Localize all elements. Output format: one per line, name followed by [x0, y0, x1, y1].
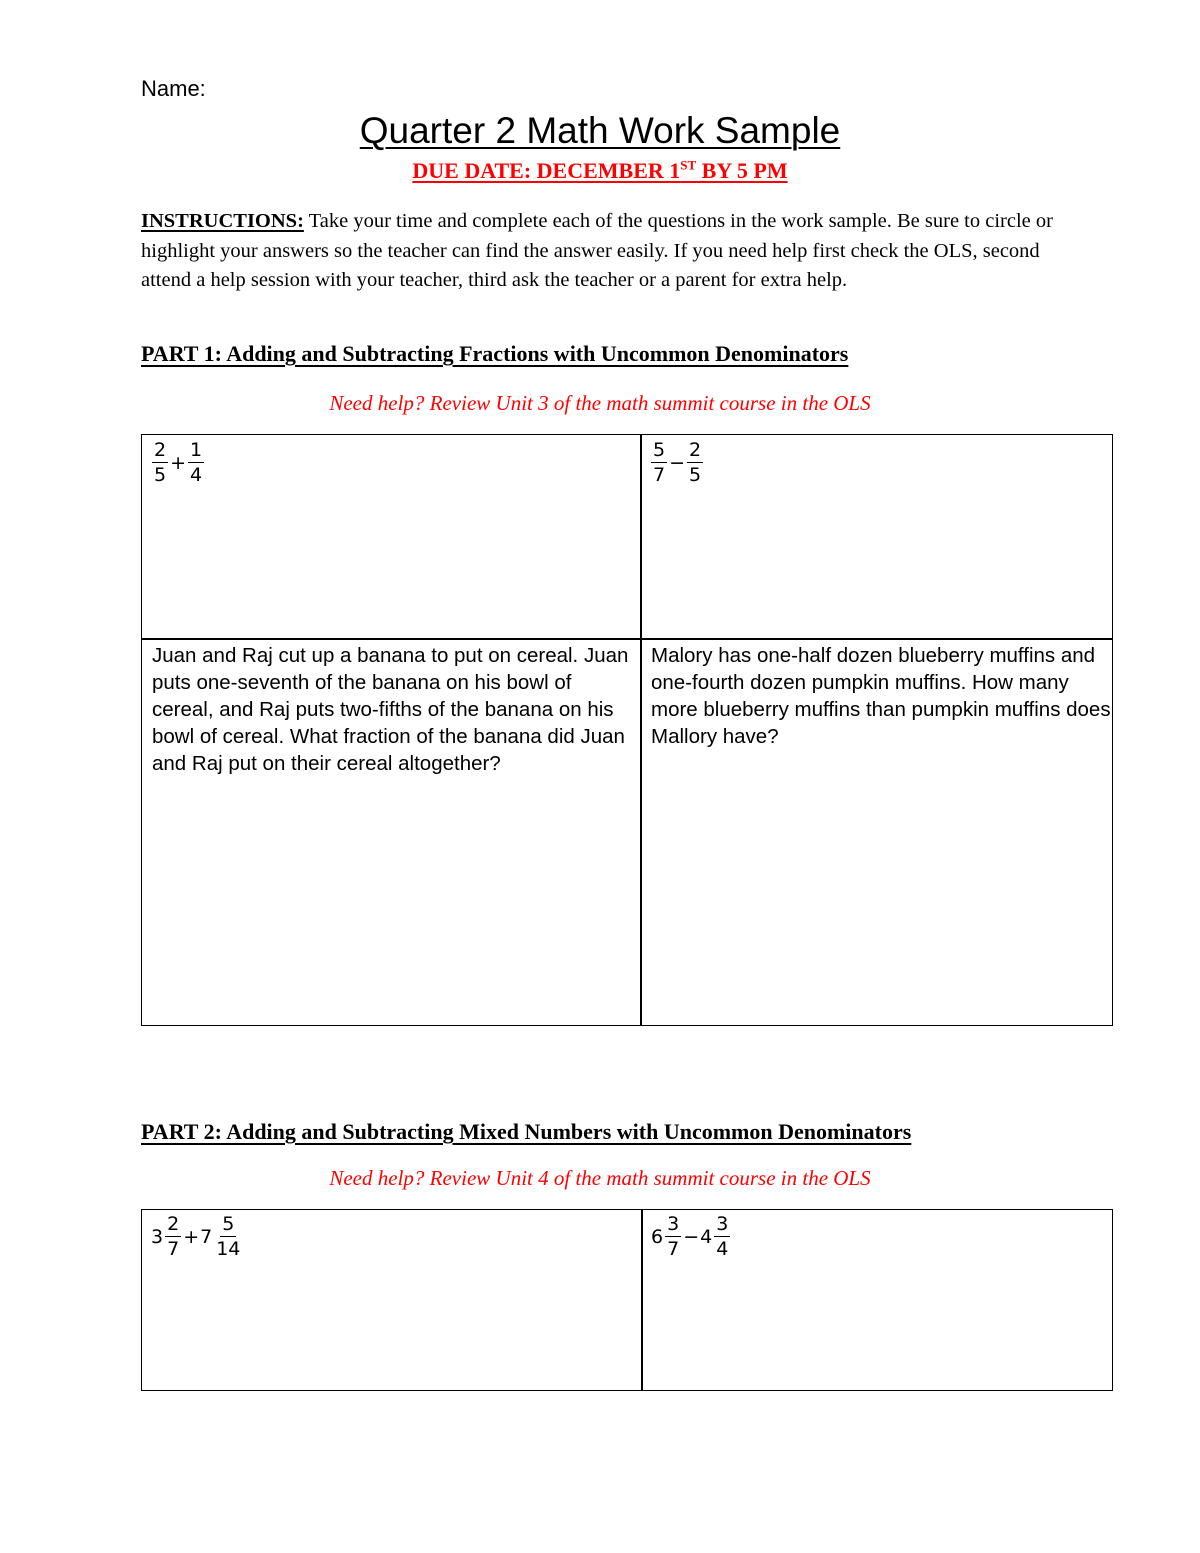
whole-number: 7 [200, 1225, 213, 1248]
name-label: Name: [141, 76, 206, 101]
numerator: 2 [689, 439, 702, 461]
minus-operator: − [683, 1225, 700, 1248]
part1-heading: PART 1: Adding and Subtracting Fractions with Uncommon Denominators [141, 341, 849, 366]
numerator: 5 [222, 1213, 235, 1235]
whole-number: 6 [651, 1225, 664, 1248]
page-title: Quarter 2 Math Work Sample [359, 110, 841, 151]
numerator: 3 [667, 1213, 680, 1235]
part2-problem-table [141, 1209, 1113, 1391]
denominator: 5 [154, 464, 167, 486]
part1-problem-4-text: Malory has one-half dozen blueberry muffins and one-fourth dozen pumpkin muffins. How many more blueberry muffins than pumpkin muffins does Mallory have? [651, 644, 1111, 748]
part2-problem-2-expression [651, 1215, 731, 1259]
part2-problem-1-expression [151, 1215, 243, 1259]
numerator: 1 [190, 439, 203, 461]
part1-problem-4-cell[interactable] [641, 640, 1112, 1025]
fraction [188, 441, 204, 485]
numerator: 2 [167, 1213, 180, 1235]
instructions-label: INSTRUCTIONS: [141, 210, 304, 232]
part1-problem-1-expression [151, 441, 205, 485]
due-date-time: BY 5 PM [696, 158, 788, 183]
minus-operator: − [669, 451, 686, 474]
part1-problem-2-expression [650, 441, 704, 485]
part1-problem-1-cell[interactable] [142, 435, 640, 638]
part1-problem-3-text: Juan and Raj cut up a banana to put on cereal. Juan puts one-seventh of the banana on his bowl of cereal, and Raj puts two-fifths of the banana on his bowl of cereal. What fraction of the banana did Juan and Raj put on their cereal altogether? [152, 644, 629, 775]
due-date-text: DUE DATE: DECEMBER 1 [412, 158, 681, 183]
due-date [0, 158, 1200, 184]
part2-help-note: Need help? Review Unit 4 of the math summit course in the OLS [329, 1166, 871, 1190]
part1-problem-2-cell[interactable] [641, 435, 1112, 638]
instructions-text: Take your time and complete each of the questions in the work sample. Be sure to circle or highlight your answers so the teacher can find the answer easily. If you need help first check the OLS, second attend a help session with your teacher, third ask the teacher or a parent for extra help. [141, 210, 1053, 291]
part2-problem-2-cell[interactable] [642, 1210, 1112, 1390]
denominator: 14 [216, 1238, 241, 1260]
numerator: 3 [716, 1213, 729, 1235]
part1-problem-3-cell[interactable] [142, 640, 640, 1025]
fraction [714, 1215, 730, 1259]
instructions [141, 207, 1061, 296]
part1-help-note: Need help? Review Unit 3 of the math summit course in the OLS [329, 391, 871, 415]
denominator: 7 [667, 1238, 680, 1260]
due-date-ordinal: ST [680, 157, 697, 173]
plus-operator: + [170, 451, 187, 474]
numerator: 2 [154, 439, 167, 461]
fraction [651, 441, 667, 485]
denominator: 7 [167, 1238, 180, 1260]
denominator: 4 [190, 464, 203, 486]
whole-number: 3 [151, 1225, 164, 1248]
fraction [687, 441, 703, 485]
fraction [152, 441, 168, 485]
whole-number: 4 [700, 1225, 713, 1248]
denominator: 7 [653, 464, 666, 486]
part2-problem-1-cell[interactable] [142, 1210, 641, 1390]
fraction [165, 1215, 181, 1259]
part1-problem-table [141, 434, 1113, 1026]
plus-operator: + [183, 1225, 200, 1248]
fraction [665, 1215, 681, 1259]
numerator: 5 [653, 439, 666, 461]
denominator: 4 [716, 1238, 729, 1260]
denominator: 5 [689, 464, 702, 486]
fraction [214, 1215, 242, 1259]
part2-heading: PART 2: Adding and Subtracting Mixed Numbers with Uncommon Denominators [141, 1119, 912, 1144]
